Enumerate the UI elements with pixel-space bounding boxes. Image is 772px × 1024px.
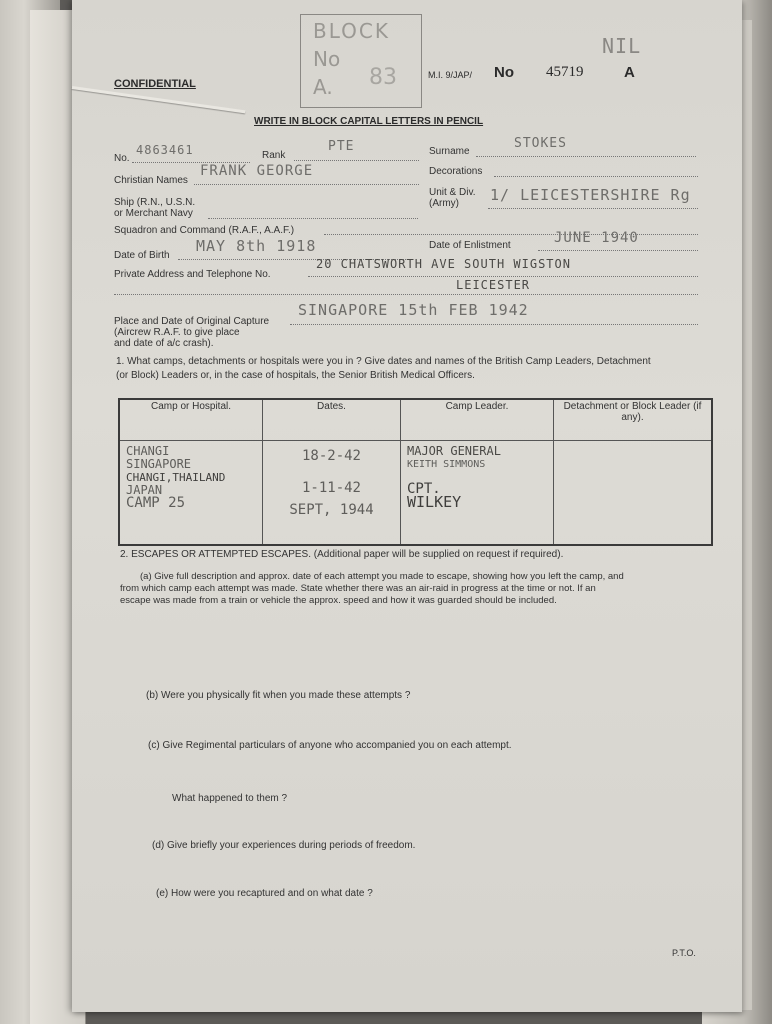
serial-number: 45719 <box>546 64 584 80</box>
ship-label-line1: Ship (R.N., U.S.N. <box>114 197 196 208</box>
question-2a-line3: escape was made from a train or vehicle the approx. speed and how it was guarded should be included. <box>120 595 557 606</box>
question-2c: (c) Give Regimental particulars of anyone who accompanied you on each attempt. <box>148 740 512 751</box>
no-value: 4863461 <box>136 143 194 157</box>
capture-label-line2: (Aircrew R.A.F. to give place <box>114 327 240 338</box>
question-2a-line2: from which camp each attempt was made. State whether there was an air-raid in progress at the time or not. If an <box>120 583 596 594</box>
list-item: CHANGI <box>126 444 170 458</box>
list-item: SINGAPORE <box>126 457 192 471</box>
list-item: CAMP 25 <box>126 495 186 511</box>
dates-cell <box>263 441 401 546</box>
list-item: CPT. <box>407 481 441 497</box>
enlistment-value: JUNE 1940 <box>554 230 639 246</box>
stamp-number: 83 <box>369 65 397 90</box>
header-dates: Dates. <box>263 399 401 441</box>
detachment-cell <box>554 441 713 546</box>
list-item: CHANGI,THAILAND <box>126 471 226 484</box>
header-camp-leader: Camp Leader. <box>401 399 554 441</box>
instruction-heading: WRITE IN BLOCK CAPITAL LETTERS IN PENCIL <box>254 116 484 127</box>
capture-label-line1: Place and Date of Original Capture <box>114 316 270 327</box>
list-item: KEITH SIMMONS <box>407 459 486 470</box>
camps-table <box>118 398 713 546</box>
camps-cell <box>119 441 263 546</box>
surname-value: STOKES <box>514 136 567 151</box>
squadron-label: Squadron and Command (R.A.F., A.A.F.) <box>114 225 295 236</box>
camps-table-header <box>119 399 712 441</box>
question-2a-line1: (a) Give full description and approx. date of each attempt you made to escape, showing how you left the camp, and <box>140 571 624 582</box>
pto-label: P.T.O. <box>672 948 696 958</box>
serial-no-label: No <box>494 64 514 81</box>
address-value-line1: 20 CHATSWORTH AVE SOUTH WIGSTON <box>316 257 571 271</box>
unit-label-line2: (Army) <box>429 198 459 209</box>
question-2c-followup: What happened to them ? <box>172 793 288 804</box>
unit-value: 1/ LEICESTERSHIRE Rg <box>490 186 691 204</box>
address-label: Private Address and Telephone No. <box>114 269 271 280</box>
ship-label-line2: or Merchant Navy <box>114 208 193 219</box>
list-item: 1-11-42 <box>301 480 361 496</box>
decorations-label: Decorations <box>429 166 483 177</box>
leaders-cell <box>401 441 554 546</box>
rank-value: PTE <box>328 139 355 154</box>
serial-suffix: A <box>624 64 635 81</box>
question-2-title: 2. ESCAPES OR ATTEMPTED ESCAPES. (Additional paper will be supplied on request if required). <box>120 549 564 560</box>
christian-names-label: Christian Names <box>114 175 188 186</box>
header-detachment-leader: Detachment or Block Leader (if any). <box>554 399 713 441</box>
dob-value: MAY 8th 1918 <box>196 237 317 255</box>
stamp-block-text: BLOCK <box>313 19 390 43</box>
list-item: JAPAN <box>126 483 163 497</box>
address-value-line2: LEICESTER <box>456 278 531 292</box>
confidential-label: CONFIDENTIAL <box>114 78 196 90</box>
unit-label-line1: Unit & Div. <box>429 187 476 198</box>
enlistment-label: Date of Enlistment <box>429 240 511 251</box>
stamp-a-text: A. <box>313 75 333 99</box>
block-stamp <box>300 14 422 108</box>
list-item: SEPT, 1944 <box>289 502 374 518</box>
question-2b: (b) Were you physically fit when you made these attempts ? <box>146 690 411 701</box>
nil-annotation: NIL <box>602 34 642 58</box>
question-1-line1: 1. What camps, detachments or hospitals were you in ? Give dates and names of the British Camp Leaders, Detachment <box>116 356 651 367</box>
question-2d: (d) Give briefly your experiences during periods of freedom. <box>152 840 416 851</box>
list-item: MAJOR GENERAL <box>407 444 501 458</box>
form-reference: M.I. 9/JAP/ <box>428 70 473 80</box>
binding-string <box>72 86 246 113</box>
header-camp-or-hospital: Camp or Hospital. <box>119 399 263 441</box>
question-1-line2: (or Block) Leaders or, in the case of hospitals, the Senior British Medical Officers. <box>116 370 475 381</box>
no-label: No. <box>114 153 130 164</box>
list-item: 18-2-42 <box>301 448 361 464</box>
rank-label: Rank <box>262 150 286 161</box>
surname-label: Surname <box>429 146 470 157</box>
table-row <box>119 441 712 546</box>
stamp-no-text: No <box>313 47 341 71</box>
christian-names-value: FRANK GEORGE <box>200 163 314 179</box>
question-2e: (e) How were you recaptured and on what date ? <box>156 888 373 899</box>
dob-label: Date of Birth <box>114 250 170 261</box>
capture-value: SINGAPORE 15th FEB 1942 <box>298 301 529 319</box>
capture-label-line3: and date of a/c crash). <box>114 338 214 349</box>
list-item: WILKEY <box>407 493 462 511</box>
